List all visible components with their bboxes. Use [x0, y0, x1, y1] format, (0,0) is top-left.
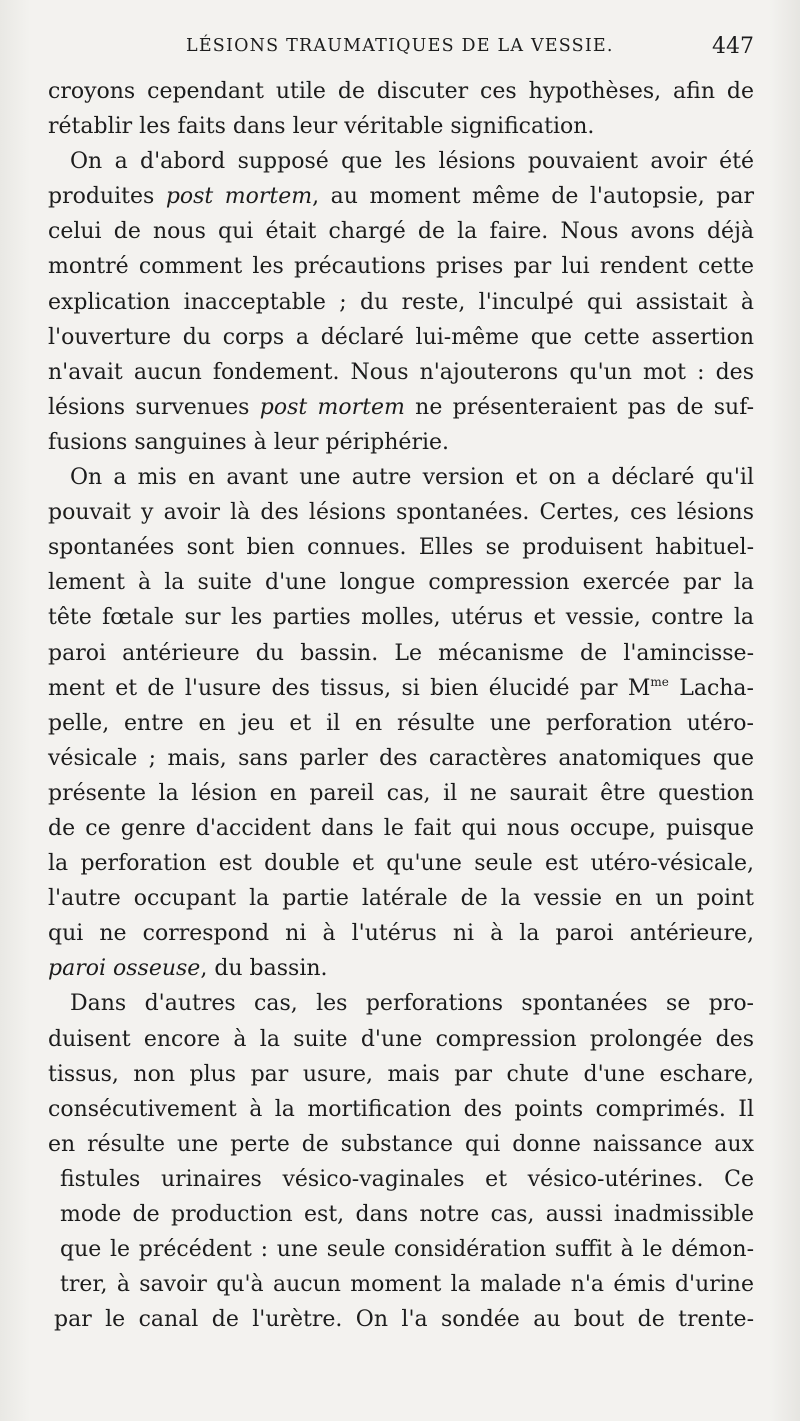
text-line: montré comment les précautions prises par lui rendent cette — [48, 254, 754, 280]
italic-text: paroi osseuse — [48, 956, 201, 982]
text-run: , au moment même de l'autopsie, par — [312, 184, 754, 210]
paragraph-start: Dans d'autres cas, les perforations spontanées se pro- — [70, 991, 754, 1017]
italic-text: post mortem — [165, 184, 313, 210]
text-line: la perforation est double et qu'une seule est utéro-vésicale, — [48, 851, 754, 877]
text-line: mode de production est, dans notre cas, aussi inadmissible — [60, 1202, 754, 1227]
page-number: 447 — [712, 34, 754, 59]
text-line: pouvait y avoir là des lésions spontanées. Certes, ces lésions — [48, 500, 754, 526]
text-run: , du bassin. — [200, 956, 328, 982]
text-line — [48, 179, 754, 214]
text-line: n'avait aucun fondement. Nous n'ajouterons qu'un mot : des — [48, 359, 754, 385]
text-line: fistules urinaires vésico-vaginales et vésico-utérines. Ce — [60, 1166, 754, 1192]
text-line: trer, à savoir qu'à aucun moment la malade n'a émis d'urine — [60, 1272, 754, 1298]
text-line: présente la lésion en pareil cas, il ne saurait être question — [48, 780, 754, 806]
text-run: Lacha- — [668, 675, 754, 701]
text-run: lésions survenues — [48, 394, 260, 420]
body-text — [48, 74, 754, 1337]
text-line: explication inacceptable ; du reste, l'inculpé qui assistait à — [48, 289, 754, 315]
text-line: duisent encore à la suite d'une compression prolongée des — [48, 1026, 754, 1052]
text-line: celui de nous qui était chargé de la faire. Nous avons déjà — [48, 219, 754, 245]
paragraph-start: On a mis en avant une autre version et on a déclaré qu'il — [70, 465, 754, 491]
page-header — [48, 34, 754, 66]
text-line: de ce genre d'accident dans le fait qui nous occupe, puisque — [48, 815, 754, 841]
italic-text: post mortem — [259, 394, 405, 420]
text-line: l'autre occupant la partie latérale de la vessie en un point — [48, 886, 754, 912]
running-head: LÉSIONS TRAUMATIQUES DE LA VESSIE. — [186, 36, 614, 56]
text-line: fusions sanguines à leur périphérie. — [48, 429, 450, 455]
text-line: en résulte une perte de substance qui donne naissance aux — [48, 1131, 754, 1157]
text-run: produites — [48, 184, 166, 210]
text-line: croyons cependant utile de discuter ces hypothèses, afin de — [48, 79, 754, 104]
text-line: que le précédent : une seule considération suffit à le démon- — [60, 1237, 754, 1263]
text-line: pelle, entre en jeu et il en résulte une perforation utéro- — [48, 710, 754, 736]
text-run: ne présenteraient pas de suf- — [404, 394, 755, 420]
text-line — [48, 390, 754, 425]
text-line: vésicale ; mais, sans parler des caractères anatomiques que — [48, 745, 754, 771]
text-line: paroi antérieure du bassin. Le mécanisme de l'amincisse- — [48, 640, 754, 666]
text-line: spontanées sont bien connues. Elles se produisent habituel- — [48, 535, 754, 561]
text-line: lement à la suite d'une longue compression exercée par la — [48, 570, 754, 596]
text-line: consécutivement à la mortification des points comprimés. Il — [48, 1096, 754, 1122]
text-line: tête fœtale sur les parties molles, utérus et vessie, contre la — [48, 605, 754, 631]
text-line — [48, 951, 754, 986]
text-line — [48, 671, 754, 706]
paragraph-start: On a d'abord supposé que les lésions pouvaient avoir été — [70, 149, 754, 175]
superscript: me — [650, 674, 669, 689]
text-line: par le canal de l'urètre. On l'a sondée au bout de trente- — [54, 1307, 754, 1333]
text-line: l'ouverture du corps a déclaré lui-même que cette assertion — [48, 324, 754, 350]
text-run: ment et de l'usure des tissus, si bien élucidé par M — [48, 675, 651, 701]
text-line: rétablir les faits dans leur véritable signification. — [48, 114, 595, 140]
text-line: tissus, non plus par usure, mais par chute d'une eschare, — [48, 1061, 754, 1087]
text-line: qui ne correspond ni à l'utérus ni à la paroi antérieure, — [48, 921, 754, 947]
